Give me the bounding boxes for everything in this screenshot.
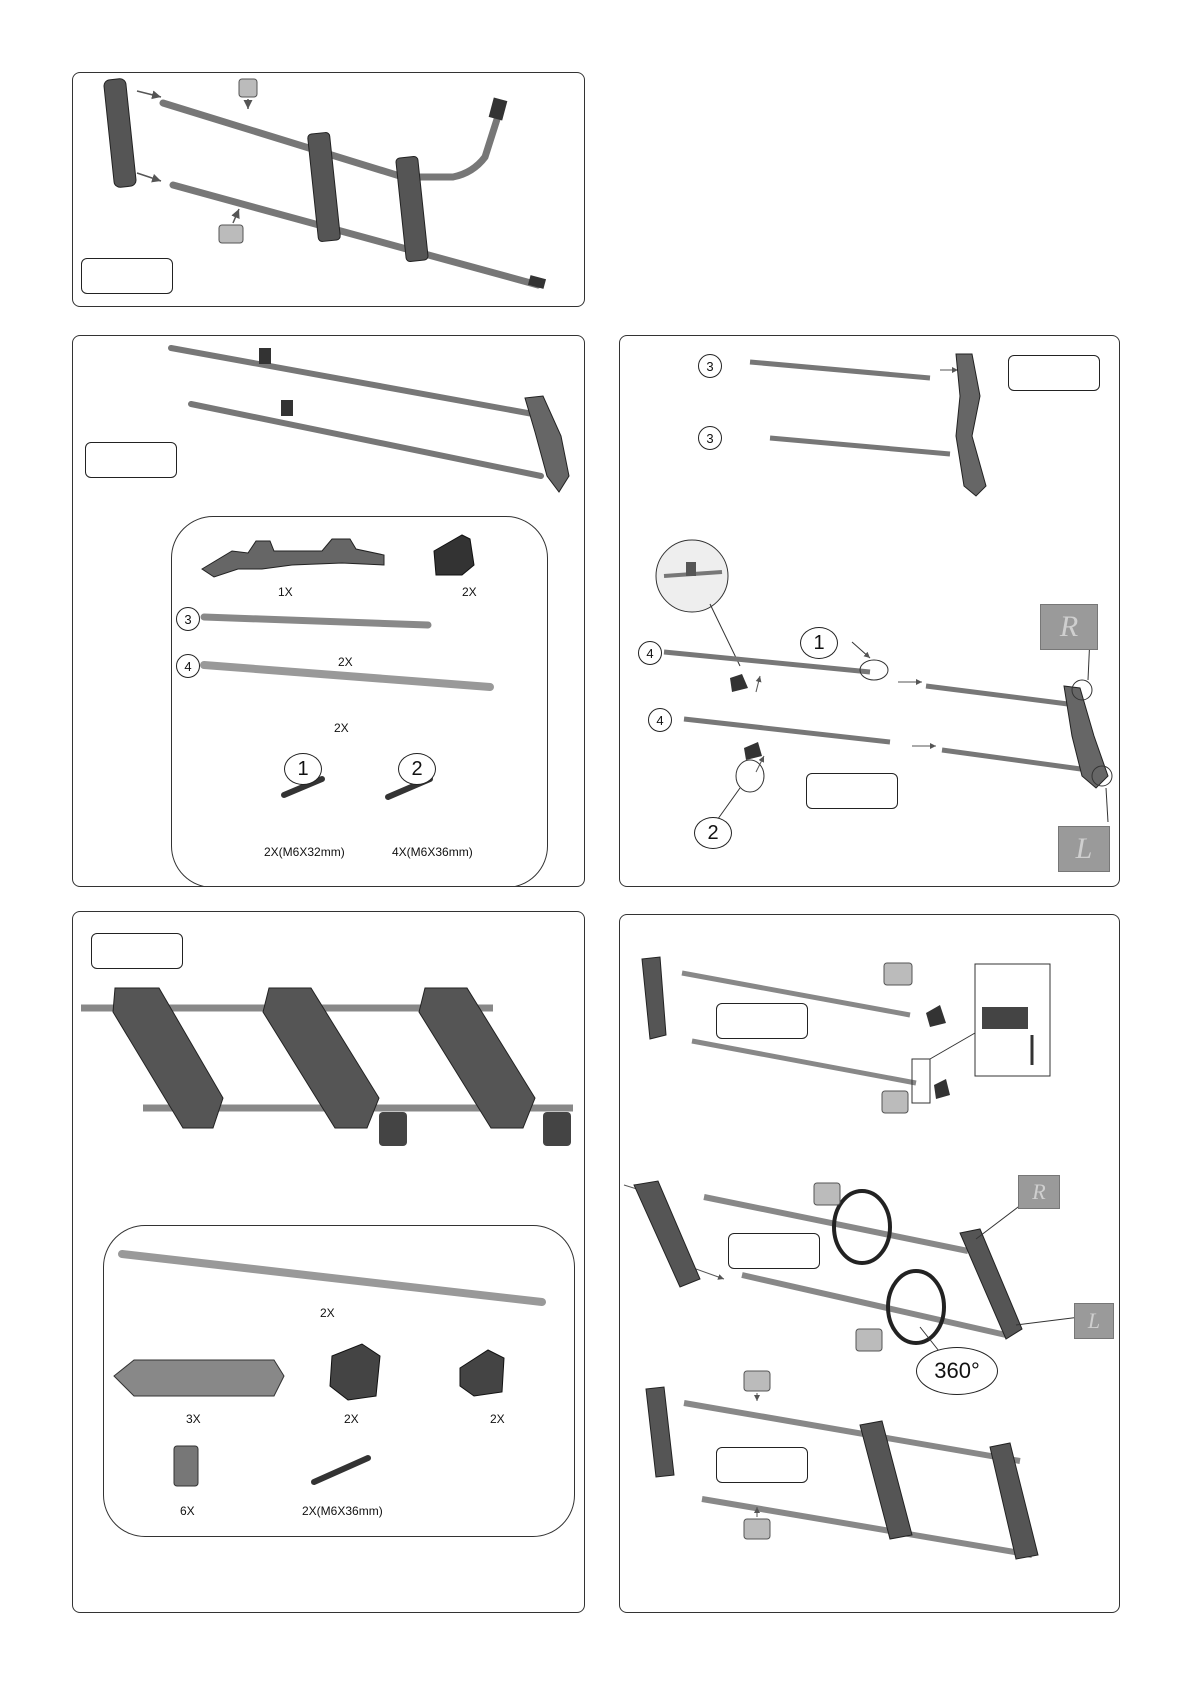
right-side-mark: R [1040, 604, 1098, 650]
step-number-box [716, 1447, 808, 1483]
qty-bracket-long: 1X [278, 585, 293, 599]
parts-illustration [104, 1226, 574, 1536]
parts-illustration [172, 517, 547, 887]
callout-bolt-1: 1 [800, 627, 838, 659]
qty-clamp-a: 2X [344, 1412, 359, 1426]
step-number-box [81, 258, 173, 294]
qty-long-tube: 2X [320, 1306, 335, 1320]
part-number-3: 3 [176, 607, 200, 631]
qty-tread: 3X [186, 1412, 201, 1426]
rotation-label: 360° [916, 1347, 998, 1395]
qty-tube-4: 2X [334, 721, 349, 735]
part-number-3: 3 [698, 426, 722, 450]
step-panel-1 [72, 72, 585, 307]
part-number-1: 1 [284, 753, 322, 785]
left-side-mark: L [1074, 1303, 1114, 1339]
part-number-2: 2 [398, 753, 436, 785]
parts-list-box [103, 1225, 575, 1537]
step-number-box [85, 442, 177, 478]
step-number-box [91, 933, 183, 969]
step-panel-3 [619, 335, 1120, 887]
callout-bolt-2: 2 [694, 817, 732, 849]
left-side-mark: L [1058, 826, 1110, 872]
step-number-box [728, 1233, 820, 1269]
part-number-3: 3 [698, 354, 722, 378]
qty-clamp-b: 2X [490, 1412, 505, 1426]
step-number-box [1008, 355, 1100, 391]
part-number-4: 4 [648, 708, 672, 732]
qty-bolt-1: 2X(M6X32mm) [264, 845, 345, 859]
part-number-4: 4 [176, 654, 200, 678]
qty-bolt: 2X(M6X36mm) [302, 1504, 383, 1518]
step-panel-2 [72, 335, 585, 887]
qty-bolt-2: 4X(M6X36mm) [392, 845, 473, 859]
final-assembly-illustration [620, 915, 1119, 1612]
right-side-mark: R [1018, 1175, 1060, 1209]
parts-list-box [171, 516, 548, 887]
step-panel-4 [72, 911, 585, 1613]
part-number-4: 4 [638, 641, 662, 665]
qty-tube-3: 2X [338, 655, 353, 669]
qty-bracket-small: 2X [462, 585, 477, 599]
step-number-box [716, 1003, 808, 1039]
step-panel-5 [619, 914, 1120, 1613]
qty-sleeve: 6X [180, 1504, 195, 1518]
step-number-box [806, 773, 898, 809]
